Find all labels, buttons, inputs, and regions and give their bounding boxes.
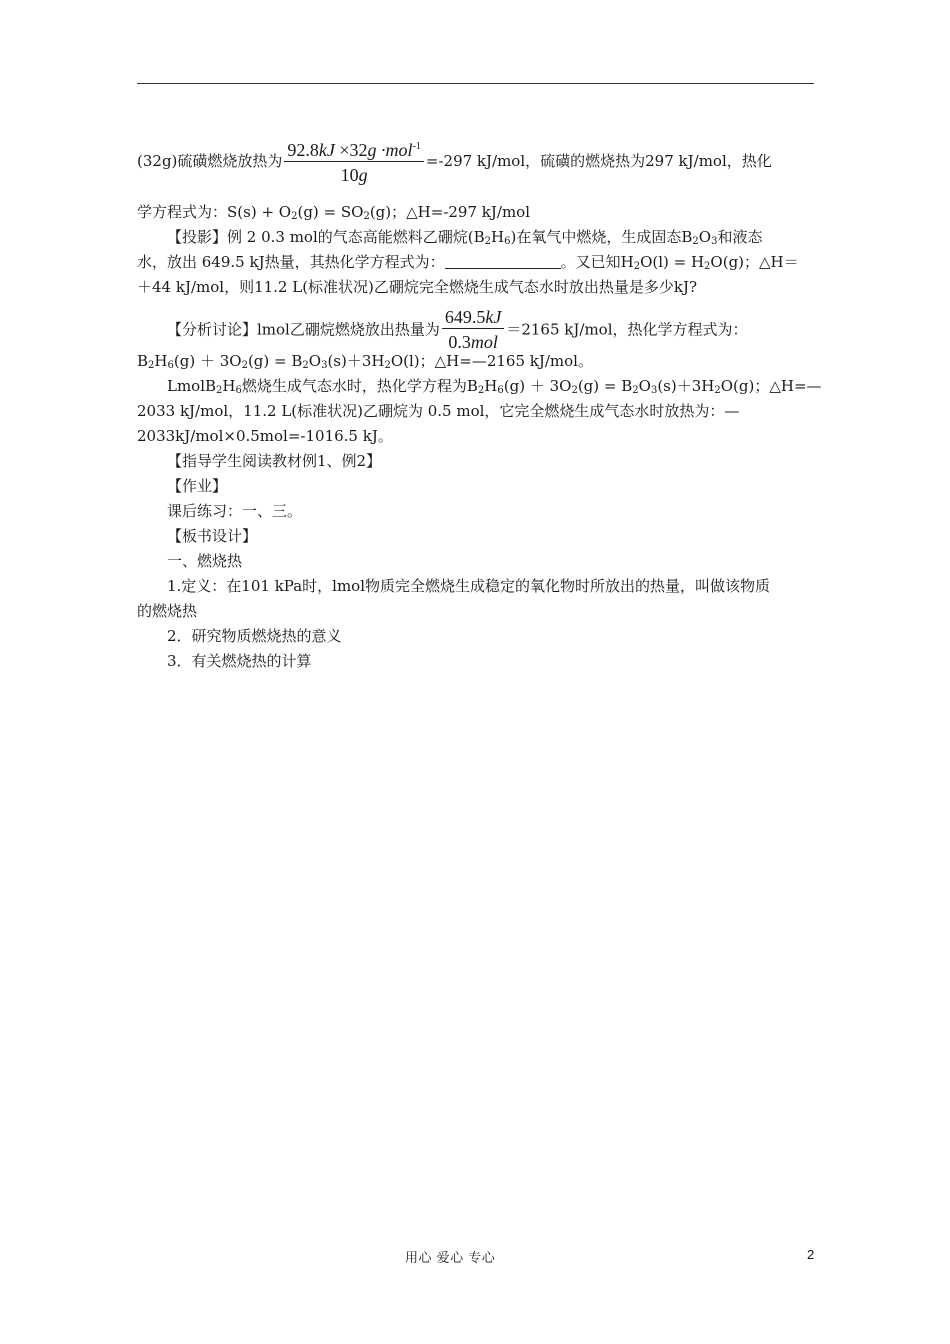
subscript: 6 [497, 385, 504, 396]
num-unit: kJ [485, 307, 502, 327]
subscript: 2 [571, 385, 578, 396]
sulfur-equation-line [137, 202, 530, 227]
text-run: (g) = B [247, 352, 303, 370]
gas-water-line2: 2033 kJ/mol，11.2 L(标准状况)乙硼烷为 0.5 mol，它完全燃烧生成气态水时放热为：— [137, 402, 740, 420]
den-value: 0.3 [448, 332, 471, 352]
text-run: )在氧气中燃烧，生成固态B [510, 228, 693, 246]
subscript: 2 [632, 385, 639, 396]
num-times: ×32 [334, 140, 368, 160]
subscript: 2 [363, 211, 370, 222]
example2-line2 [137, 252, 799, 277]
sulfur-heat-suffix: =-297 kJ/mol，硫磺的燃烧热为297 kJ/mol，热化 [425, 152, 772, 170]
page-number: 2 [807, 1247, 815, 1262]
subscript: 3 [711, 236, 718, 247]
text-run: 水，放出 649.5 kJ热量，其热化学方程式为： [137, 253, 445, 271]
gas-water-line1 [167, 376, 822, 401]
text-run: (g) = B [577, 377, 633, 395]
text-run: (g) = SO [297, 203, 364, 221]
subscript: 6 [235, 385, 242, 396]
num-unit: kJ [318, 140, 335, 160]
text-run: O(l) = H [640, 253, 705, 271]
text-run: 和液态 [717, 228, 763, 246]
definition-line2: 的燃烧热 [137, 602, 198, 620]
fraction-numerator [442, 306, 504, 329]
subscript: 3 [650, 385, 658, 396]
subscript: 2 [633, 261, 641, 272]
analysis-fraction [442, 306, 504, 355]
subscript: 2 [714, 385, 721, 396]
num-value: 92.8 [287, 140, 319, 160]
outline-item-2: 2．研究物质燃烧热的意义 [167, 627, 342, 645]
subscript: 3 [321, 360, 328, 371]
sulfur-heat-fraction [284, 136, 423, 188]
analysis-equation [137, 351, 593, 376]
num-value: 649.5 [444, 307, 486, 327]
subscript: 2 [484, 236, 492, 247]
text-run: H [154, 352, 168, 370]
sulfur-heat-prefix: (32g)硫磺燃烧放热为 [137, 152, 283, 170]
subscript: 2 [216, 385, 223, 396]
text-run: 【投影】例 2 0.3 mol的气态高能燃料乙硼烷(B [167, 228, 485, 246]
example2-line3: ＋44 kJ/mol，则11.2 L(标准状况)乙硼烷完全燃烧生成气态水时放出热量是多少kJ? [137, 278, 698, 296]
homework-heading: 【作业】 [167, 477, 228, 495]
num-g: g [367, 140, 377, 160]
text-run: LmolB [167, 377, 217, 395]
section-heading-combustion-heat: 一、燃烧热 [167, 552, 243, 570]
text-run: 学方程式为：S(s) + O [137, 203, 292, 221]
text-run: 。又已知H [560, 253, 634, 271]
text-run: O [698, 228, 712, 246]
definition-line1: 1.定义：在101 kPa时，lmol物质完全燃烧生成稳定的氧化物时所放出的热量，叫做该物质 [167, 577, 771, 595]
num-exponent: -1 [412, 141, 421, 152]
header-rule [137, 83, 814, 84]
den-unit: mol [470, 332, 498, 352]
page-footer: 用心 爱心 专心 [405, 1251, 496, 1266]
text-run: O(l)；△H=—2165 kJ/mol。 [390, 352, 593, 370]
text-run: 【分析讨论】lmol乙硼烷燃烧放出热量为 [167, 320, 440, 339]
answer-blank [445, 254, 561, 269]
sulfur-heat-line [137, 136, 772, 188]
text-run: (s)＋3H [327, 352, 385, 370]
text-run: (g) ＋ 3O [173, 352, 242, 370]
example2-line1 [167, 227, 762, 252]
text-run: (s)＋3H [657, 377, 715, 395]
subscript: 2 [477, 385, 485, 396]
subscript: 6 [504, 236, 511, 247]
subscript: 2 [692, 236, 699, 247]
analysis-line [167, 306, 748, 355]
board-design-heading: 【板书设计】 [167, 527, 258, 545]
den-unit: g [358, 165, 368, 185]
text-run: 燃烧生成气态水时，热化学方程为B [241, 377, 478, 395]
text-run: (g) ＋ 3O [503, 377, 572, 395]
subscript: 2 [384, 360, 391, 371]
subscript: 2 [302, 360, 309, 371]
text-run: H [484, 377, 498, 395]
text-run: (g)；△H=-297 kJ/mol [369, 203, 530, 221]
text-run: B [137, 352, 149, 370]
text-run: O(g)；△H=— [720, 377, 822, 395]
subscript: 2 [148, 360, 155, 371]
num-mol: ·mol [376, 140, 413, 160]
fraction-numerator [284, 136, 423, 162]
text-run: ＝2165 kJ/mol，热化学方程式为： [506, 320, 748, 339]
guide-heading: 【指导学生阅读教材例1、例2】 [167, 452, 382, 470]
text-run: H [491, 228, 505, 246]
text-run: O [638, 377, 651, 395]
text-run: H [222, 377, 236, 395]
gas-water-line3: 2033kJ/mol×0.5mol=-1016.5 kJ。 [137, 427, 393, 445]
exercise-line: 课后练习：一、三。 [167, 502, 303, 520]
fraction-denominator [284, 162, 423, 188]
subscript: 2 [704, 261, 711, 272]
outline-item-3: 3．有关燃烧热的计算 [167, 652, 312, 670]
subscript: 2 [241, 360, 248, 371]
text-run: O(g)；△H＝ [710, 253, 799, 271]
subscript: 2 [291, 211, 298, 222]
subscript: 6 [167, 360, 174, 371]
den-value: 10 [340, 165, 359, 185]
text-run: O [308, 352, 322, 370]
